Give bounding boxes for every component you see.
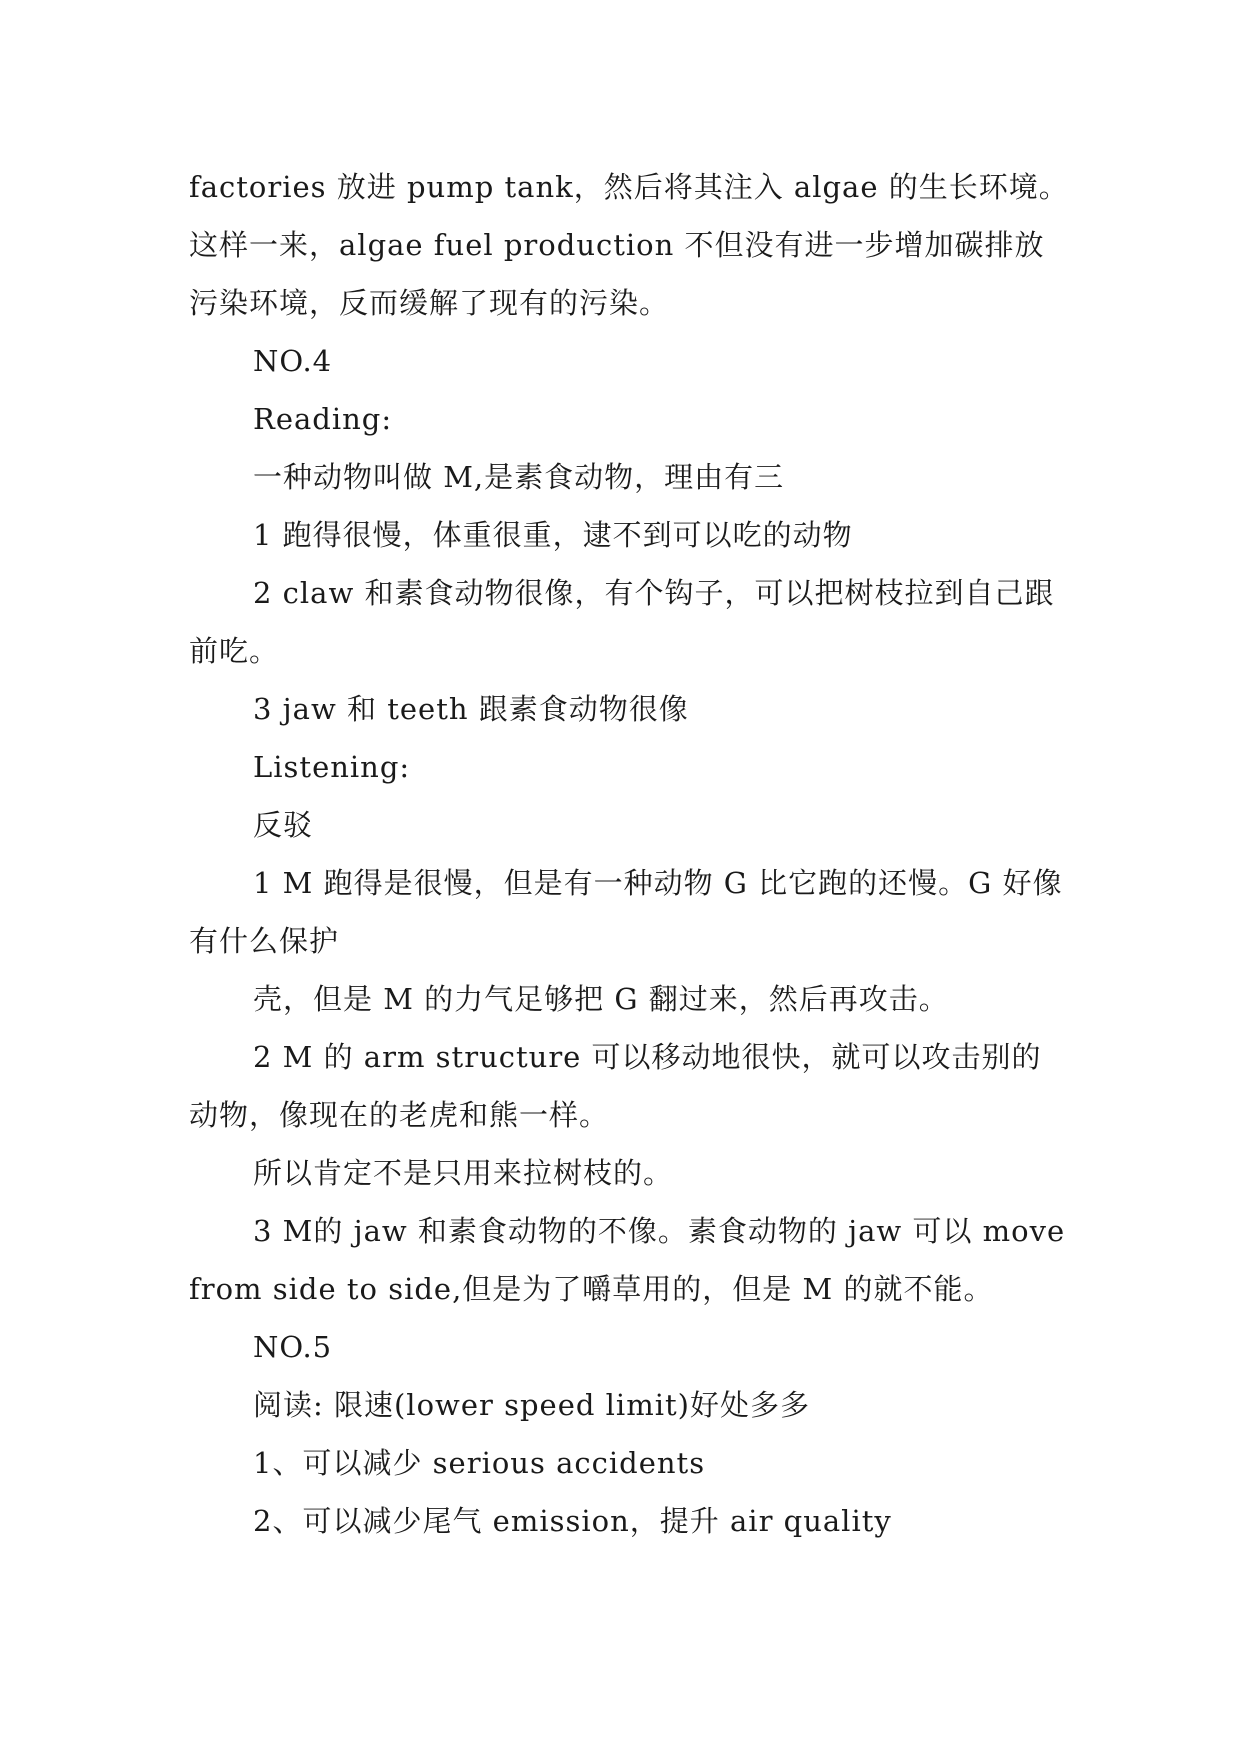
reading-point-2: 2 claw 和素食动物很像，有个钩子，可以把树枝拉到自己跟前吃。 — [189, 576, 1055, 668]
label-listening: Listening: — [253, 750, 411, 784]
listening-point-2: 2 M 的 arm structure 可以移动地很快，就可以攻击别的动物，像现在的老虎和熊一样。 — [189, 1040, 1042, 1132]
label-reading: Reading: — [253, 402, 393, 436]
listening-point-2-continued: 所以肯定不是只用来拉树枝的。 — [253, 1156, 674, 1190]
listening-point-1: 1 M 跑得是很慢，但是有一种动物 G 比它跑的还慢。G 好像有什么保护 — [189, 866, 1063, 958]
speed-limit-point-2: 2、可以减少尾气 emission，提升 air quality — [253, 1504, 892, 1538]
paragraph-algae-fuel: factories 放进 pump tank，然后将其注入 algae 的生长环境。这样一来，algae fuel production 不但没有进一步增加碳排放污染环境，反而缓解了现有的污染。 — [189, 170, 1069, 320]
heading-no5: NO.5 — [253, 1330, 333, 1364]
reading-point-3: 3 jaw 和 teeth 跟素食动物很像 — [253, 692, 689, 726]
paragraph-speed-limit: 阅读: 限速(lower speed limit)好处多多 — [253, 1388, 810, 1422]
listening-point-1-continued: 壳，但是 M 的力气足够把 G 翻过来，然后再攻击。 — [253, 982, 949, 1016]
reading-point-1: 1 跑得很慢，体重很重，逮不到可以吃的动物 — [253, 518, 853, 552]
label-rebuttal: 反驳 — [253, 808, 314, 842]
listening-point-3: 3 M的 jaw 和素食动物的不像。素食动物的 jaw 可以 move from side to side,但是为了嚼草用的，但是 M 的就不能。 — [189, 1214, 1066, 1306]
heading-no4: NO.4 — [253, 344, 333, 378]
speed-limit-point-1: 1、可以减少 serious accidents — [253, 1446, 706, 1480]
paragraph-reading-intro: 一种动物叫做 M,是素食动物，理由有三 — [253, 460, 785, 494]
document-body — [189, 158, 1069, 1550]
